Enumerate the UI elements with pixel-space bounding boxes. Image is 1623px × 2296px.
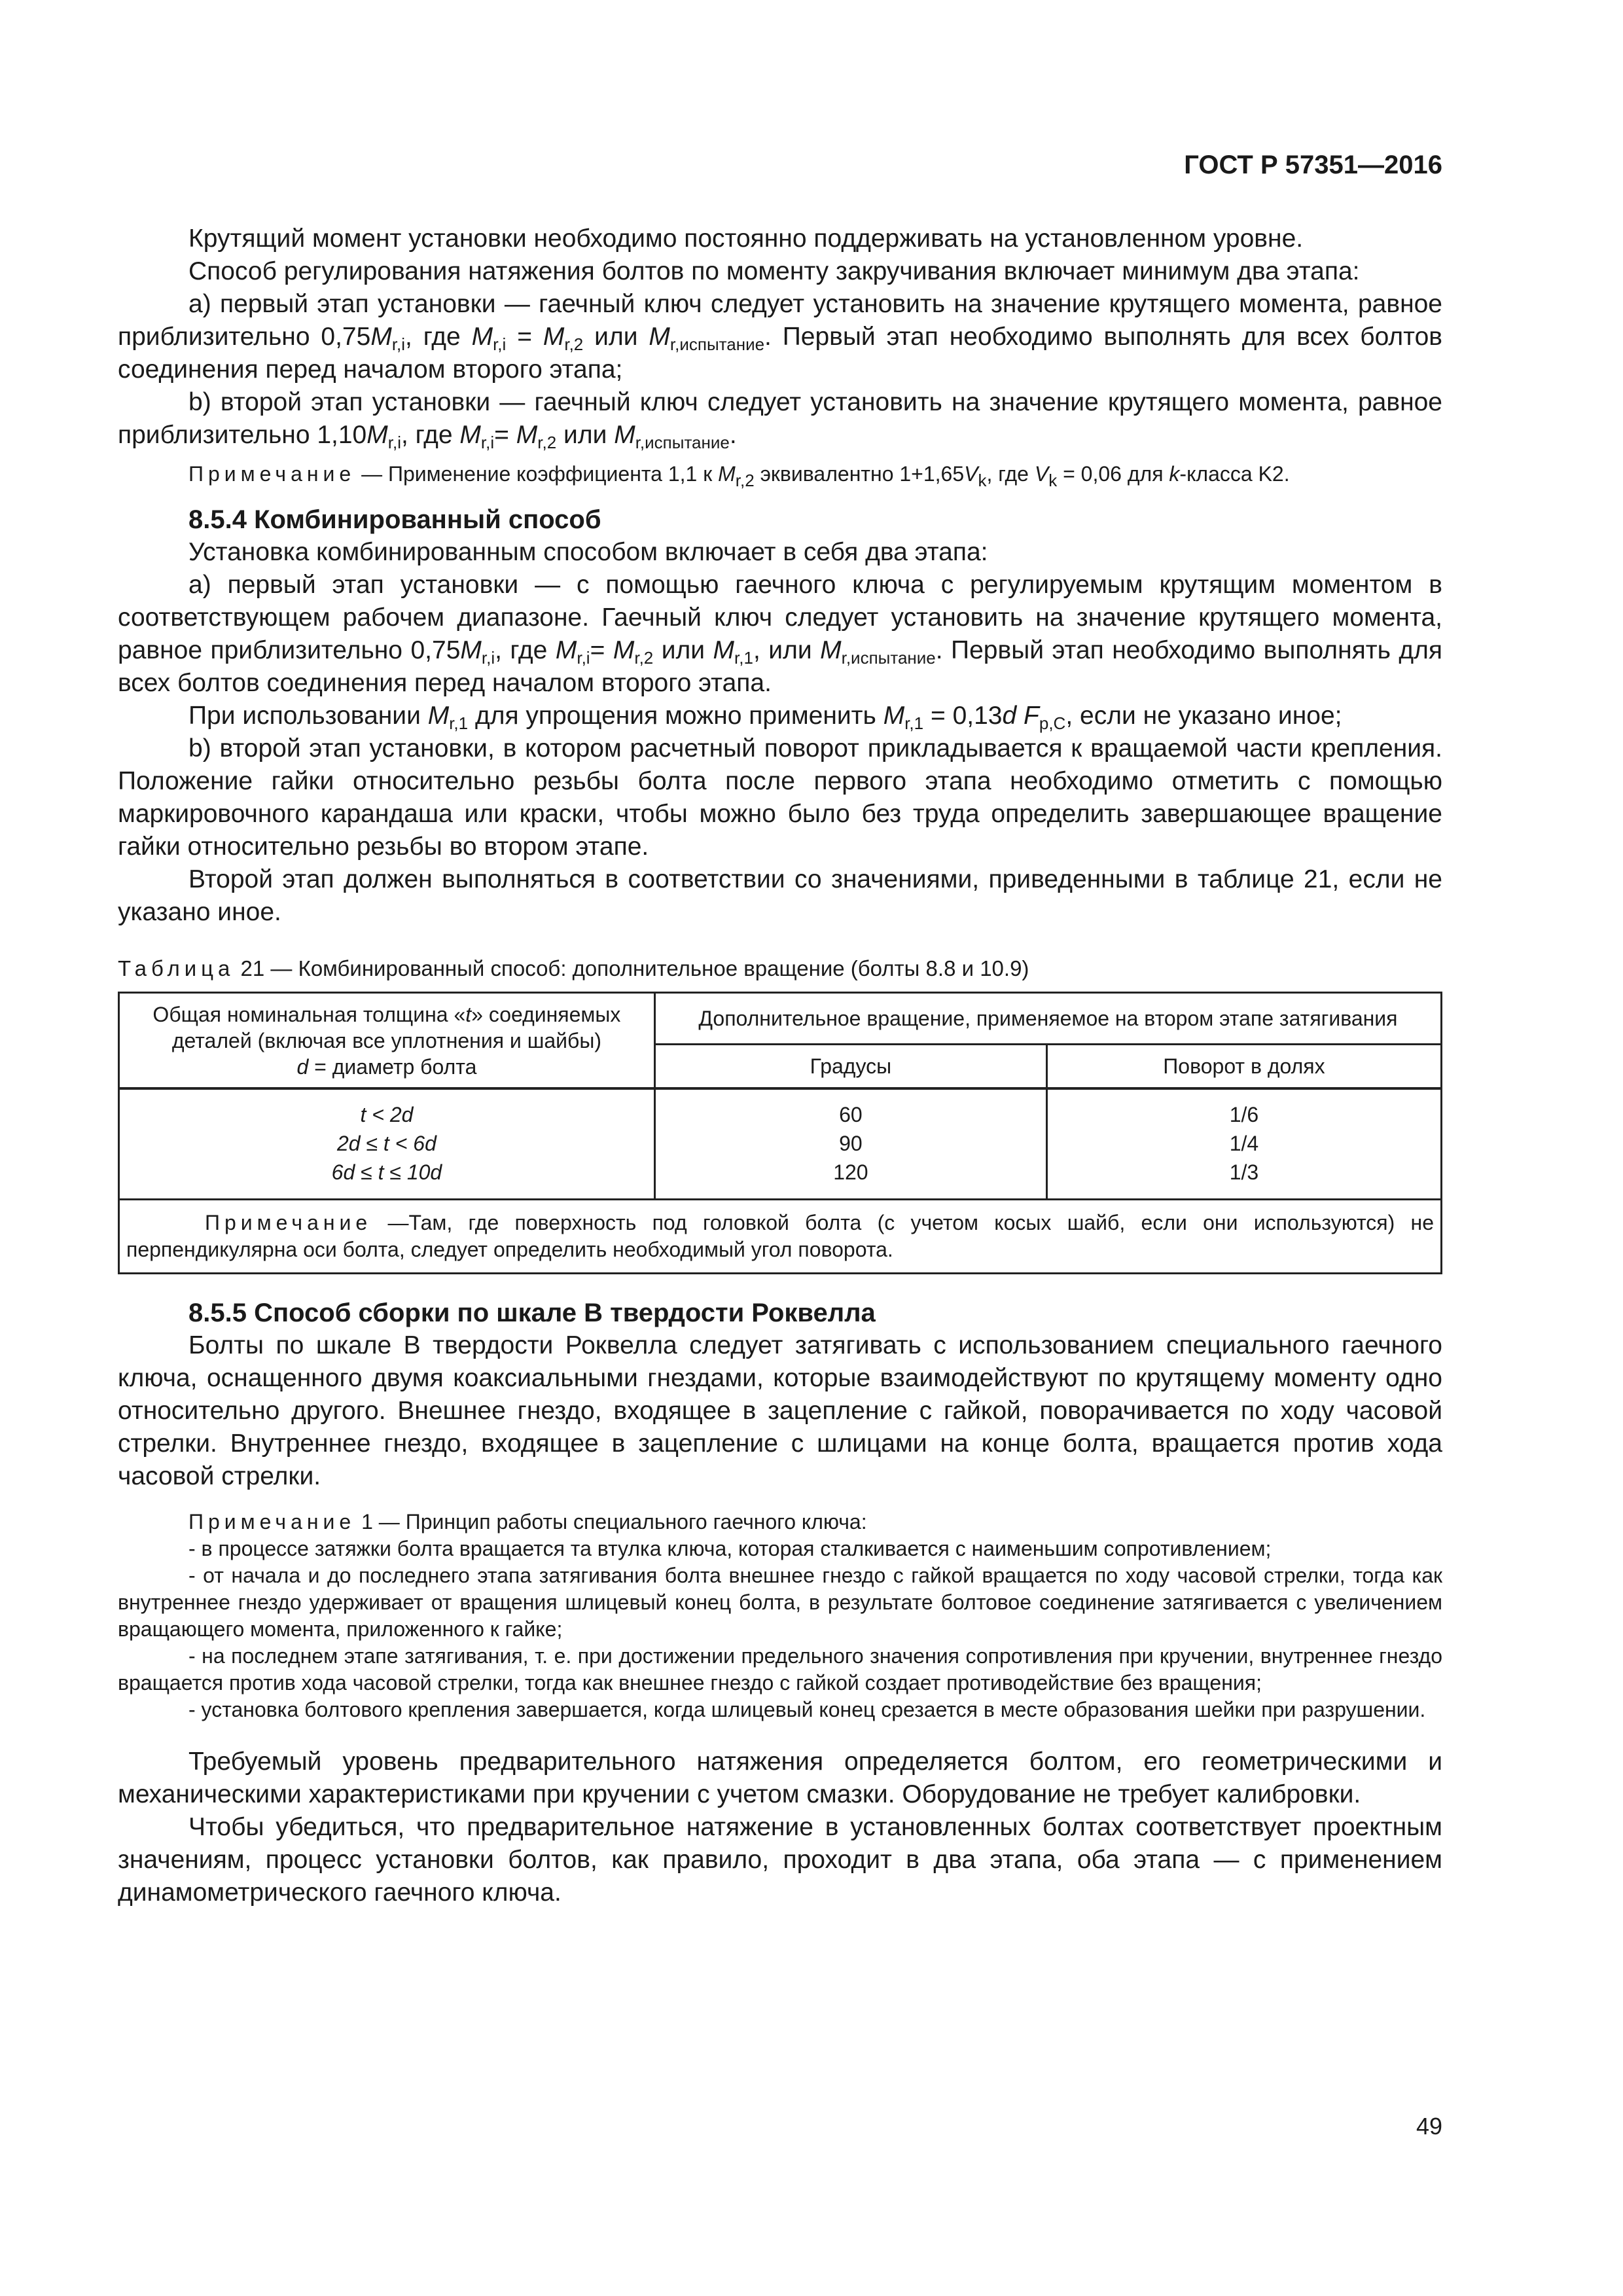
note-item: - на последнем этапе затягивания, т. е. при достижении предельного значения сопротивления при кручении, внутреннее гнездо вращается против хода часовой стрелки, тогда как внешнее гнездо с гайкой создает противодействие без вращения;	[118, 1644, 1442, 1695]
table-cell-fraction: 1/3	[1046, 1158, 1441, 1200]
table-cell-thickness: 2d ≤ t < 6d	[119, 1129, 655, 1158]
paragraph-combined-stage-a: а) первый этап установки — с помощью гаечного ключа с регулируемым крутящим моментом в соответствующем рабочем диапазоне. Гаечный ключ следует установить на значение крутящего момента, равное приблизительно $0,75M_{r,i}$, где $M_{r,i}= M_{r,2}$ или $M_{r,1}$, или $M_{r,испытание}$. Первый этап необходимо выполнять для всех болтов соединения перед началом второго этапа.	[118, 571, 1443, 697]
note-item: - установка болтового крепления завершается, когда шлицевый конец срезается в месте образования шейки при разрушении.	[188, 1698, 1426, 1721]
section-heading-8-5-4: 8.5.4 Комбинированный способ	[188, 505, 601, 534]
note-coefficient: Примечание — Применение коэффициента 1,1 к $M_{r,2}$ эквивалентно $1+1,65V_k$, где $V_k = 0,06$ для k-класса K2.	[188, 462, 1290, 490]
page-number: 49	[1416, 2113, 1442, 2140]
table-row	[119, 1129, 1442, 1158]
note-item: - в процессе затяжки болта вращается та втулка ключа, которая сталкивается с наименьшим сопротивлением;	[188, 1537, 1272, 1560]
table-row	[119, 1088, 1442, 1129]
paragraph-pretension-level: Требуемый уровень предварительного натяжения определяется болтом, его геометрическими и механическими характеристиками при кручении с учетом смазки. Оборудование не требует калибровки.	[118, 1748, 1442, 1808]
table-cell-fraction: 1/6	[1046, 1088, 1441, 1129]
table-cell-thickness: t < 2d	[119, 1088, 655, 1129]
table-cell-degrees: 60	[654, 1088, 1046, 1129]
table-cell-fraction: 1/4	[1046, 1129, 1441, 1158]
table-header-degrees: Градусы	[654, 1045, 1046, 1089]
paragraph-combined-second-stage: Второй этап должен выполняться в соответствии со значениями, приведенными в таблице 21, если не указано иное.	[118, 865, 1442, 926]
note-item: - от начала и до последнего этапа затягивания болта внешнее гнездо с гайкой вращается по ходу часовой стрелки, тогда как внутреннее гнездо удерживает от вращения шлицевый конец болта, в результате болтовое соединение затягивается с увеличением вращающего момента, приложенного к гайке;	[118, 1564, 1442, 1641]
paragraph-torque-maintain: Крутящий момент установки необходимо постоянно поддерживать на установленном уровне.	[188, 224, 1304, 253]
table-header-fraction: Поворот в долях	[1046, 1045, 1441, 1089]
table-cell-degrees: 90	[654, 1129, 1046, 1158]
paragraph-rockwell-intro: Болты по шкале B твердости Роквелла следует затягивать с использованием специального гаечного ключа, оснащенного двумя коаксиальными гнездами, которые взаимодействуют по крутящему моменту одно относительно другого. Внешнее гнездо, входящее в зацепление с гайкой, поворачивается по ходу часовой стрелки. Внутреннее гнездо, входящее в зацепление с шлицами на конце болта, вращается против хода часовой стрелки.	[118, 1331, 1442, 1490]
table-cell-thickness: 6d ≤ t ≤ 10d	[119, 1158, 655, 1200]
table-header-thickness: Общая номинальная толщина «t» соединяемых деталей (включая все уплотнения и шайбы) d = диаметр болта	[119, 993, 655, 1089]
table-row	[119, 1158, 1442, 1200]
table-cell-degrees: 120	[654, 1158, 1046, 1200]
note-wrench-principle: Примечание 1 — Принцип работы специального гаечного ключа:	[188, 1510, 867, 1534]
paragraph-stage-b: b) второй этап установки — гаечный ключ следует установить на значение крутящего момента, равное приблизительно $1,10M_{r,i}$, где $M_{r,i}= M_{r,2}$ или $M_{r,испытание}$.	[118, 388, 1442, 452]
paragraph-torque-method: Способ регулирования натяжения болтов по моменту закручивания включает минимум два этапа:	[188, 257, 1360, 285]
paragraph-combined-simplification: При использовании $M_{r,1}$ для упрощения можно применить $M_{r,1} = 0,13d$ $F_{p,C}$, если не указано иное;	[188, 702, 1342, 733]
paragraph-combined-intro: Установка комбинированным способом включает в себя два этапа:	[188, 538, 988, 566]
document-header: ГОСТ Р 57351—2016	[1184, 151, 1442, 179]
paragraph-stage-a: а) первый этап установки — гаечный ключ следует установить на значение крутящего момента, равное приблизительно $0,75M_{r,i}$, где $M_{r,i} = M_{r,2}$ или $M_{r,испытание}$. Первый этап необходимо выполнять для всех болтов соединения перед началом второго этапа;	[118, 290, 1443, 384]
table-note: Примечание —Там, где поверхность под головкой болта (с учетом косых шайб, если они используются) не перпендикулярна оси болта, следует определить необходимый угол поворота.	[119, 1200, 1442, 1274]
table-caption: Таблица 21 — Комбинированный способ: дополнительное вращение (болты 8.8 и 10.9)	[118, 956, 1029, 980]
table-header-rotation: Дополнительное вращение, применяемое на втором этапе затягивания	[654, 993, 1441, 1045]
paragraph-pretension-check: Чтобы убедиться, что предварительное натяжение в установленных болтах соответствует проектным значениям, процесс установки болтов, как правило, проходит в два этапа, оба этапа — с применением динамометрического гаечного ключа.	[118, 1813, 1442, 1907]
page-content	[118, 223, 1442, 1909]
section-heading-8-5-5: 8.5.5 Способ сборки по шкале B твердости Роквелла	[188, 1299, 876, 1327]
table-21	[118, 992, 1442, 1274]
paragraph-combined-stage-b: b) второй этап установки, в котором расчетный поворот прикладывается к вращаемой части крепления. Положение гайки относительно резьбы болта после первого этапа необходимо отметить с помощью маркировочного карандаша или краски, чтобы можно было без труда определить завершающее вращение гайки относительно резьбы во втором этапе.	[118, 734, 1442, 861]
